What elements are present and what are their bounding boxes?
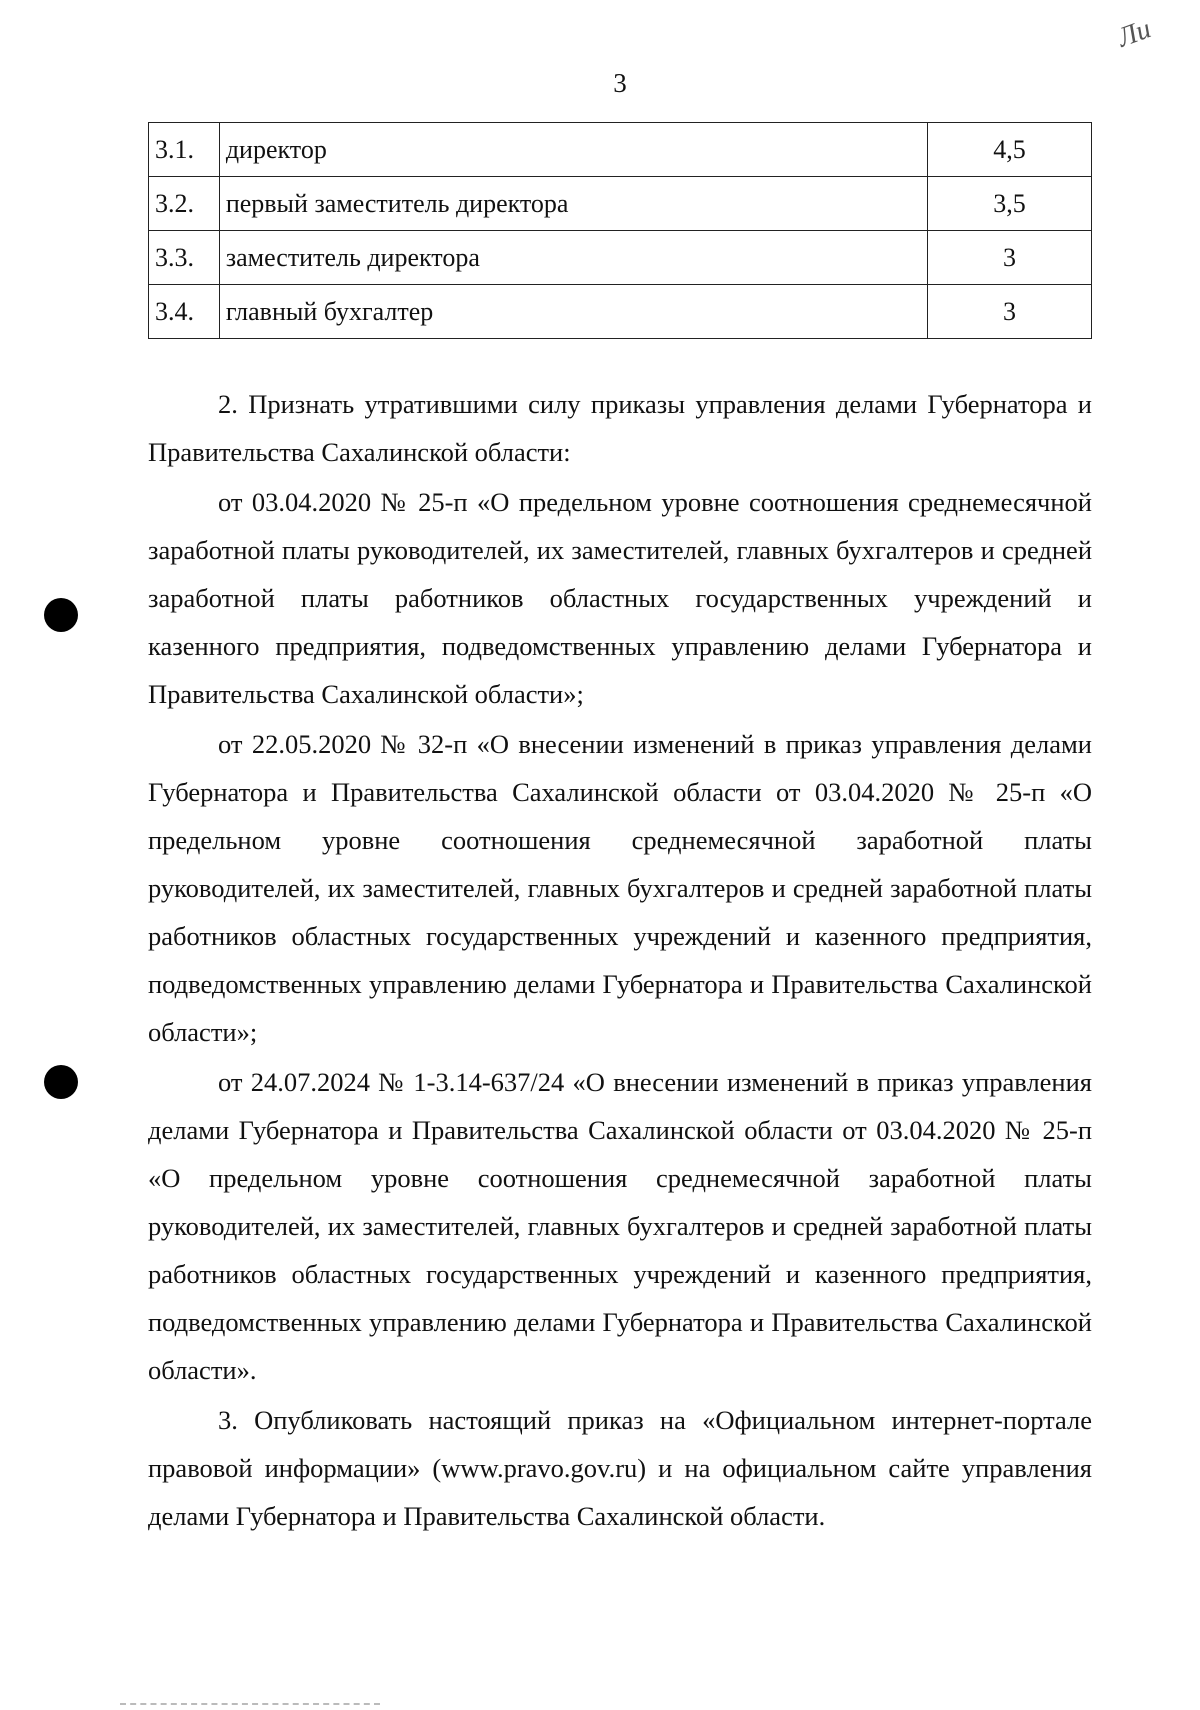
page-number: 3 [613,68,627,98]
ratio-value: 3,5 [928,177,1092,231]
paragraph-order-637: от 24.07.2024 № 1-3.14-637/24 «О внесении изменений в приказ управления делами Губернатора и Правительства Сахалинской области от 03.04.2020 № 25-п «О предельном уровне соотношения среднемесячной заработной платы руководителей, их заместителей, главных бухгалтеров и средней заработной платы работников областных государственных учреждений и казенного предприятия, подведомственных управлению делами Губернатора и Правительства Сахалинской области». [148,1067,1092,1385]
paragraph-item-3: 3. Опубликовать настоящий приказ на «Официальном интернет-портале правовой информации» (www.pravo.gov.ru) и на официальном сайте управления делами Губернатора и Правительства Сахалинской области. [148,1405,1092,1531]
ratio-value: 3 [928,231,1092,285]
punch-hole-icon [44,598,78,632]
row-number: 3.2. [149,177,220,231]
document-body [148,380,1092,1542]
paragraph-order-32p: от 22.05.2020 № 32-п «О внесении изменений в приказ управления делами Губернатора и Правительства Сахалинской области от 03.04.2020 № 25-п «О предельном уровне соотношения среднемесячной заработной платы руководителей, их заместителей, главных бухгалтеров и средней заработной платы работников областных государственных учреждений и казенного предприятия, подведомственных управлению делами Губернатора и Правительства Сахалинской области»; [148,729,1092,1047]
paragraph-order-25p: от 03.04.2020 № 25-п «О предельном уровне соотношения среднемесячной заработной платы руководителей, их заместителей, главных бухгалтеров и средней заработной платы работников областных государственных учреждений и казенного предприятия, подведомственных управлению делами Губернатора и Правительства Сахалинской области»; [148,487,1092,709]
position-name: первый заместитель директора [219,177,927,231]
paragraph-item-2: 2. Признать утратившими силу приказы управления делами Губернатора и Правительства Сахалинской области: [148,389,1092,467]
handwritten-mark: Ли [1113,13,1156,54]
position-name: главный бухгалтер [219,285,927,339]
ratio-table [148,122,1092,339]
row-number: 3.4. [149,285,220,339]
position-name: заместитель директора [219,231,927,285]
ratio-value: 4,5 [928,123,1092,177]
row-number: 3.1. [149,123,220,177]
table-row [149,177,1092,231]
table-row [149,231,1092,285]
punch-hole-icon [44,1065,78,1099]
table-row [149,123,1092,177]
scan-artifact [120,1703,380,1707]
ratio-value: 3 [928,285,1092,339]
position-name: директор [219,123,927,177]
row-number: 3.3. [149,231,220,285]
table-row [149,285,1092,339]
